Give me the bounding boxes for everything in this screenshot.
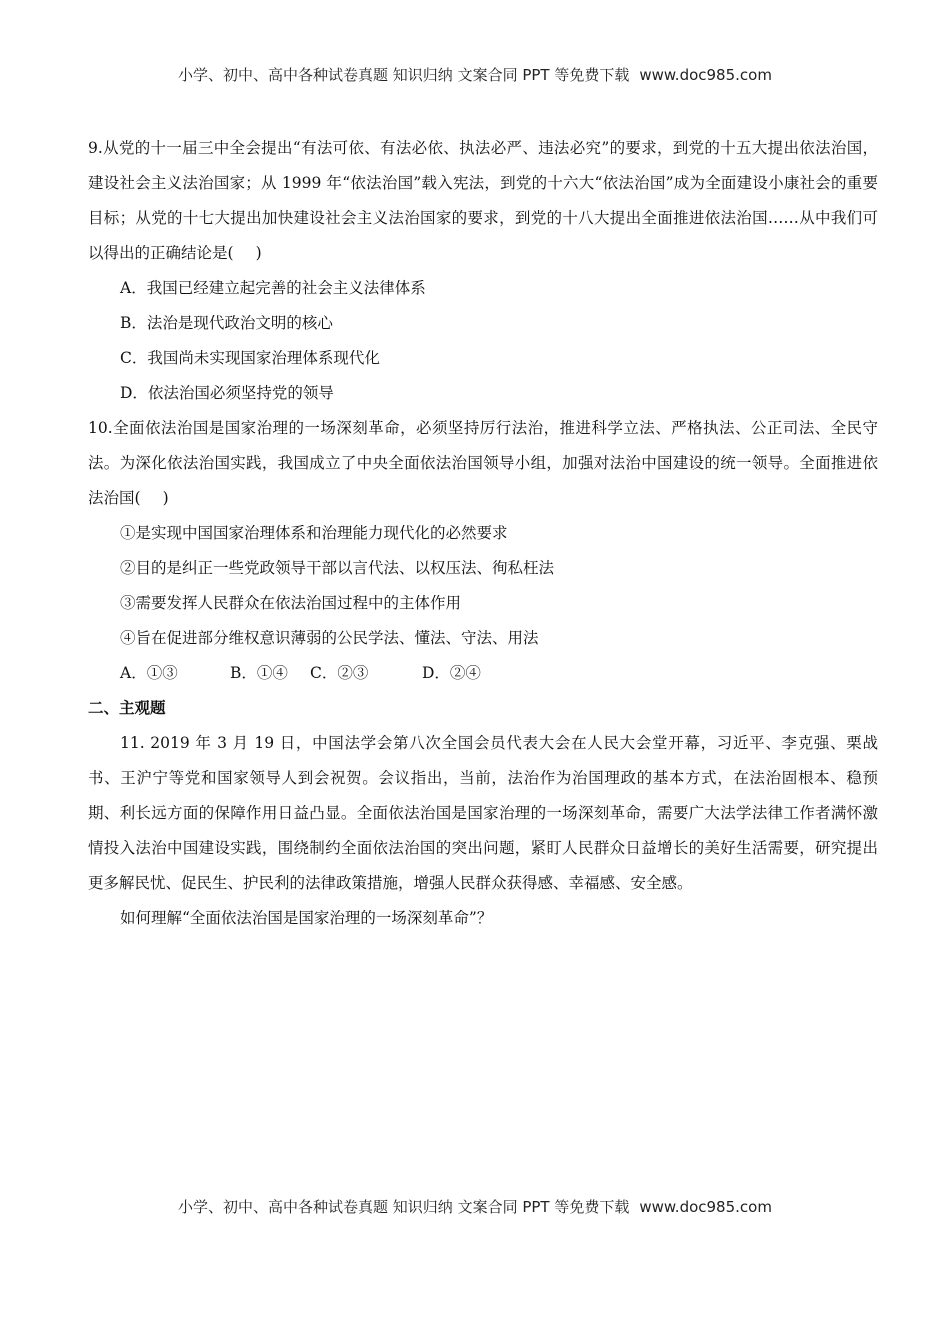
page-footer xyxy=(0,1196,950,1217)
question-10-stem-text: 10.全面依法治国是国家治理的一场深刻革命，必须坚持厉行法治，推进科学立法、严格执法、公正司法、全民守法。为深化依法治国实践，我国成立了中央全面依法治国领导小组，加强对法治中国建设的统一领导。全面推进依法治国( xyxy=(88,419,878,507)
question-10 xyxy=(88,411,878,691)
question-10-stem-end: ) xyxy=(162,489,169,507)
question-10-option-d: D．②④ xyxy=(422,664,481,682)
question-10-option-c: C．②③ xyxy=(310,664,369,682)
question-10-statement-1: ①是实现中国国家治理体系和治理能力现代化的必然要求 xyxy=(120,524,508,542)
question-9-stem-end: ) xyxy=(255,244,262,262)
page-header xyxy=(0,64,950,85)
question-11 xyxy=(88,726,878,936)
question-10-option-b: B．①④ xyxy=(230,664,288,682)
page-content xyxy=(88,131,878,936)
question-9-option-b: B．法治是现代政治文明的核心 xyxy=(120,314,333,332)
question-9-stem xyxy=(88,131,878,271)
header-site-link[interactable]: www.doc985.com xyxy=(639,66,772,84)
footer-site-link[interactable]: www.doc985.com xyxy=(639,1198,772,1216)
question-9-option-c: C．我国尚未实现国家治理体系现代化 xyxy=(120,349,380,367)
question-9-stem-text: 9.从党的十一届三中全会提出“有法可依、有法必依、执法必严、违法必究”的要求，到党的十五大提出依法治国，建设社会主义法治国家；从 1999 年“依法治国”载入宪法，到党的十六大“依法治国”成为全面建设小康社会的重要目标；从党的十七大提出加快建设社会主义法治国家的要求，到党的十八大提出全面推进依法治国……从中我们可以得出的正确结论是( xyxy=(88,139,878,262)
question-10-statement-3: ③需要发挥人民群众在依法治国过程中的主体作用 xyxy=(120,594,462,612)
question-10-statement-2: ②目的是纠正一些党政领导干部以言代法、以权压法、徇私枉法 xyxy=(120,559,555,577)
header-text: 小学、初中、高中各种试卷真题 知识归纳 文案合同 PPT 等免费下载 xyxy=(178,66,630,84)
question-9-option-a: A．我国已经建立起完善的社会主义法律体系 xyxy=(120,279,426,297)
question-9-option-d: D．依法治国必须坚持党的领导 xyxy=(120,384,334,402)
question-10-option-a: A．①③ xyxy=(120,664,178,682)
question-11-material: 11. 2019 年 3 月 19 日，中国法学会第八次全国会员代表大会在人民大会堂开幕，习近平、李克强、栗战书、王沪宁等党和国家领导人到会祝贺。会议指出，当前，法治作为治国理政的基本方式，在法治固根本、稳预期、利长远方面的保障作用日益凸显。全面依法治国是国家治理的一场深刻革命，需要广大法学法律工作者满怀激情投入法治中国建设实践，围绕制约全面依法治国的突出问题，紧盯人民群众日益增长的美好生活需要，研究提出更多解民忧、促民生、护民利的法律政策措施，增强人民群众获得感、幸福感、安全感。 xyxy=(88,734,878,892)
question-9 xyxy=(88,131,878,411)
question-10-options xyxy=(88,656,878,691)
question-10-stem xyxy=(88,411,878,516)
section-title: 二、主观题 xyxy=(88,699,166,717)
question-11-question: 如何理解“全面依法治国是国家治理的一场深刻革命”？ xyxy=(120,909,493,927)
question-10-statement-4: ④旨在促进部分维权意识薄弱的公民学法、懂法、守法、用法 xyxy=(120,629,539,647)
footer-text: 小学、初中、高中各种试卷真题 知识归纳 文案合同 PPT 等免费下载 xyxy=(178,1198,630,1216)
